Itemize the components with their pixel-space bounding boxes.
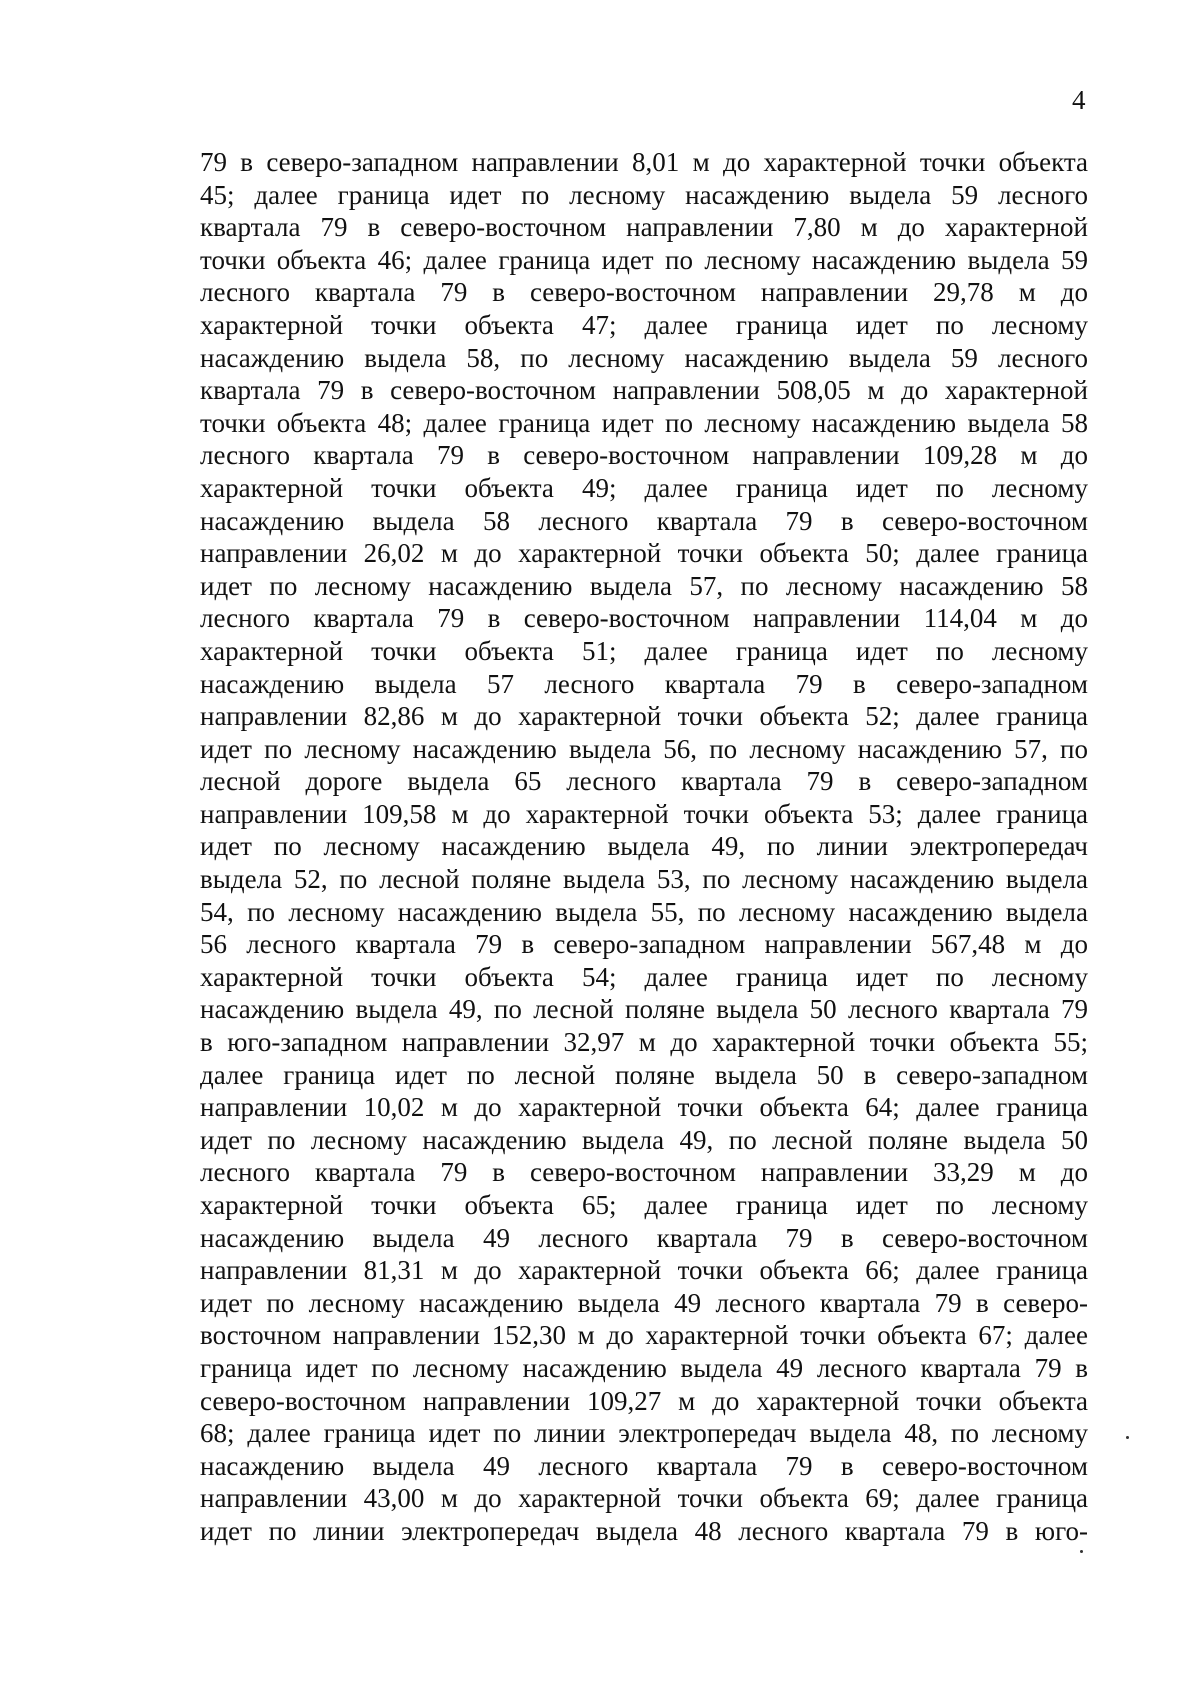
text-line: 45; далее граница идет по лесному насаждению выдела 59 лесного: [200, 179, 1088, 210]
text-line: точки объекта 46; далее граница идет по лесному насаждению выдела 59: [200, 244, 1088, 275]
text-line: характерной точки объекта 49; далее граница идет по лесному: [200, 472, 1088, 503]
text-line: восточном направлении 152,30 м до характерной точки объекта 67; далее: [200, 1320, 1088, 1351]
scan-speck: [1126, 1436, 1129, 1439]
text-line: лесного квартала 79 в северо-восточном направлении 29,78 м до: [200, 277, 1088, 308]
text-line: направлении 81,31 м до характерной точки объекта 66; далее граница: [200, 1255, 1088, 1286]
text-line: граница идет по лесному насаждению выдела 49 лесного квартала 79 в: [200, 1352, 1088, 1383]
text-line: квартала 79 в северо-восточном направлении 7,80 м до характерной: [200, 212, 1088, 243]
text-line: насаждению выдела 49 лесного квартала 79 в северо-восточном: [200, 1222, 1088, 1253]
text-line: идет по лесному насаждению выдела 49 лесного квартала 79 в северо-: [200, 1287, 1088, 1318]
scan-speck: [1080, 1550, 1083, 1553]
text-line: характерной точки объекта 65; далее граница идет по лесному: [200, 1190, 1088, 1220]
text-line: лесного квартала 79 в северо-восточном направлении 33,29 м до: [200, 1157, 1088, 1188]
page-number: 4: [1072, 85, 1086, 115]
text-line: насаждению выдела 58, по лесному насаждению выдела 59 лесного: [200, 342, 1088, 373]
text-line: направлении 82,86 м до характерной точки объекта 52; далее граница: [200, 701, 1088, 732]
text-line: далее граница идет по лесной поляне выдела 50 в северо-западном: [200, 1059, 1088, 1090]
text-line: направлении 26,02 м до характерной точки объекта 50; далее граница: [200, 538, 1088, 569]
text-line: насаждению выдела 49 лесного квартала 79 в северо-восточном: [200, 1450, 1088, 1481]
text-line: направлении 109,58 м до характерной точки объекта 53; далее граница: [200, 798, 1088, 829]
text-line: характерной точки объекта 51; далее граница идет по лесному: [200, 635, 1088, 666]
text-line: характерной точки объекта 47; далее граница идет по лесному: [200, 309, 1088, 340]
text-line: точки объекта 48; далее граница идет по лесному насаждению выдела 58: [200, 407, 1088, 438]
text-line: идет по лесному насаждению выдела 49, по лесной поляне выдела 50: [200, 1124, 1088, 1155]
text-line: идет по линии электропередач выдела 48 лесного квартала 79 в юго-: [200, 1515, 1088, 1546]
text-line: характерной точки объекта 54; далее граница идет по лесному: [200, 961, 1088, 992]
text-line: лесной дороге выдела 65 лесного квартала 79 в северо-западном: [200, 766, 1088, 797]
text-line: в юго-западном направлении 32,97 м до характерной точки объекта 55;: [200, 1027, 1088, 1058]
text-line: идет по лесному насаждению выдела 49, по линии электропередач: [200, 831, 1088, 862]
text-line: северо-восточном направлении 109,27 м до характерной точки объекта: [200, 1385, 1088, 1416]
text-line: квартала 79 в северо-восточном направлении 508,05 м до характерной: [200, 375, 1088, 406]
text-line: насаждению выдела 58 лесного квартала 79 в северо-восточном: [200, 505, 1088, 536]
text-line: выдела 52, по лесной поляне выдела 53, по лесному насаждению выдела: [200, 864, 1088, 895]
text-line: 56 лесного квартала 79 в северо-западном направлении 567,48 м до: [200, 929, 1088, 960]
text-line: идет по лесному насаждению выдела 57, по лесному насаждению 58: [200, 570, 1088, 601]
text-line: насаждению выдела 57 лесного квартала 79 в северо-западном: [200, 668, 1088, 699]
text-line: идет по лесному насаждению выдела 56, по лесному насаждению 57, по: [200, 733, 1088, 764]
text-line: направлении 10,02 м до характерной точки объекта 64; далее граница: [200, 1092, 1088, 1123]
text-line: 79 в северо-западном направлении 8,01 м до характерной точки объекта: [200, 147, 1088, 177]
text-line: насаждению выдела 49, по лесной поляне выдела 50 лесного квартала 79: [200, 994, 1088, 1025]
text-line: направлении 43,00 м до характерной точки объекта 69; далее граница: [200, 1483, 1088, 1514]
text-line: 54, по лесному насаждению выдела 55, по лесному насаждению выдела: [200, 896, 1088, 927]
text-line: лесного квартала 79 в северо-восточном направлении 114,04 м до: [200, 603, 1088, 634]
text-line: 68; далее граница идет по линии электропередач выдела 48, по лесному: [200, 1418, 1088, 1449]
body-text: [200, 146, 1088, 1548]
text-line: лесного квартала 79 в северо-восточном направлении 109,28 м до: [200, 440, 1088, 471]
